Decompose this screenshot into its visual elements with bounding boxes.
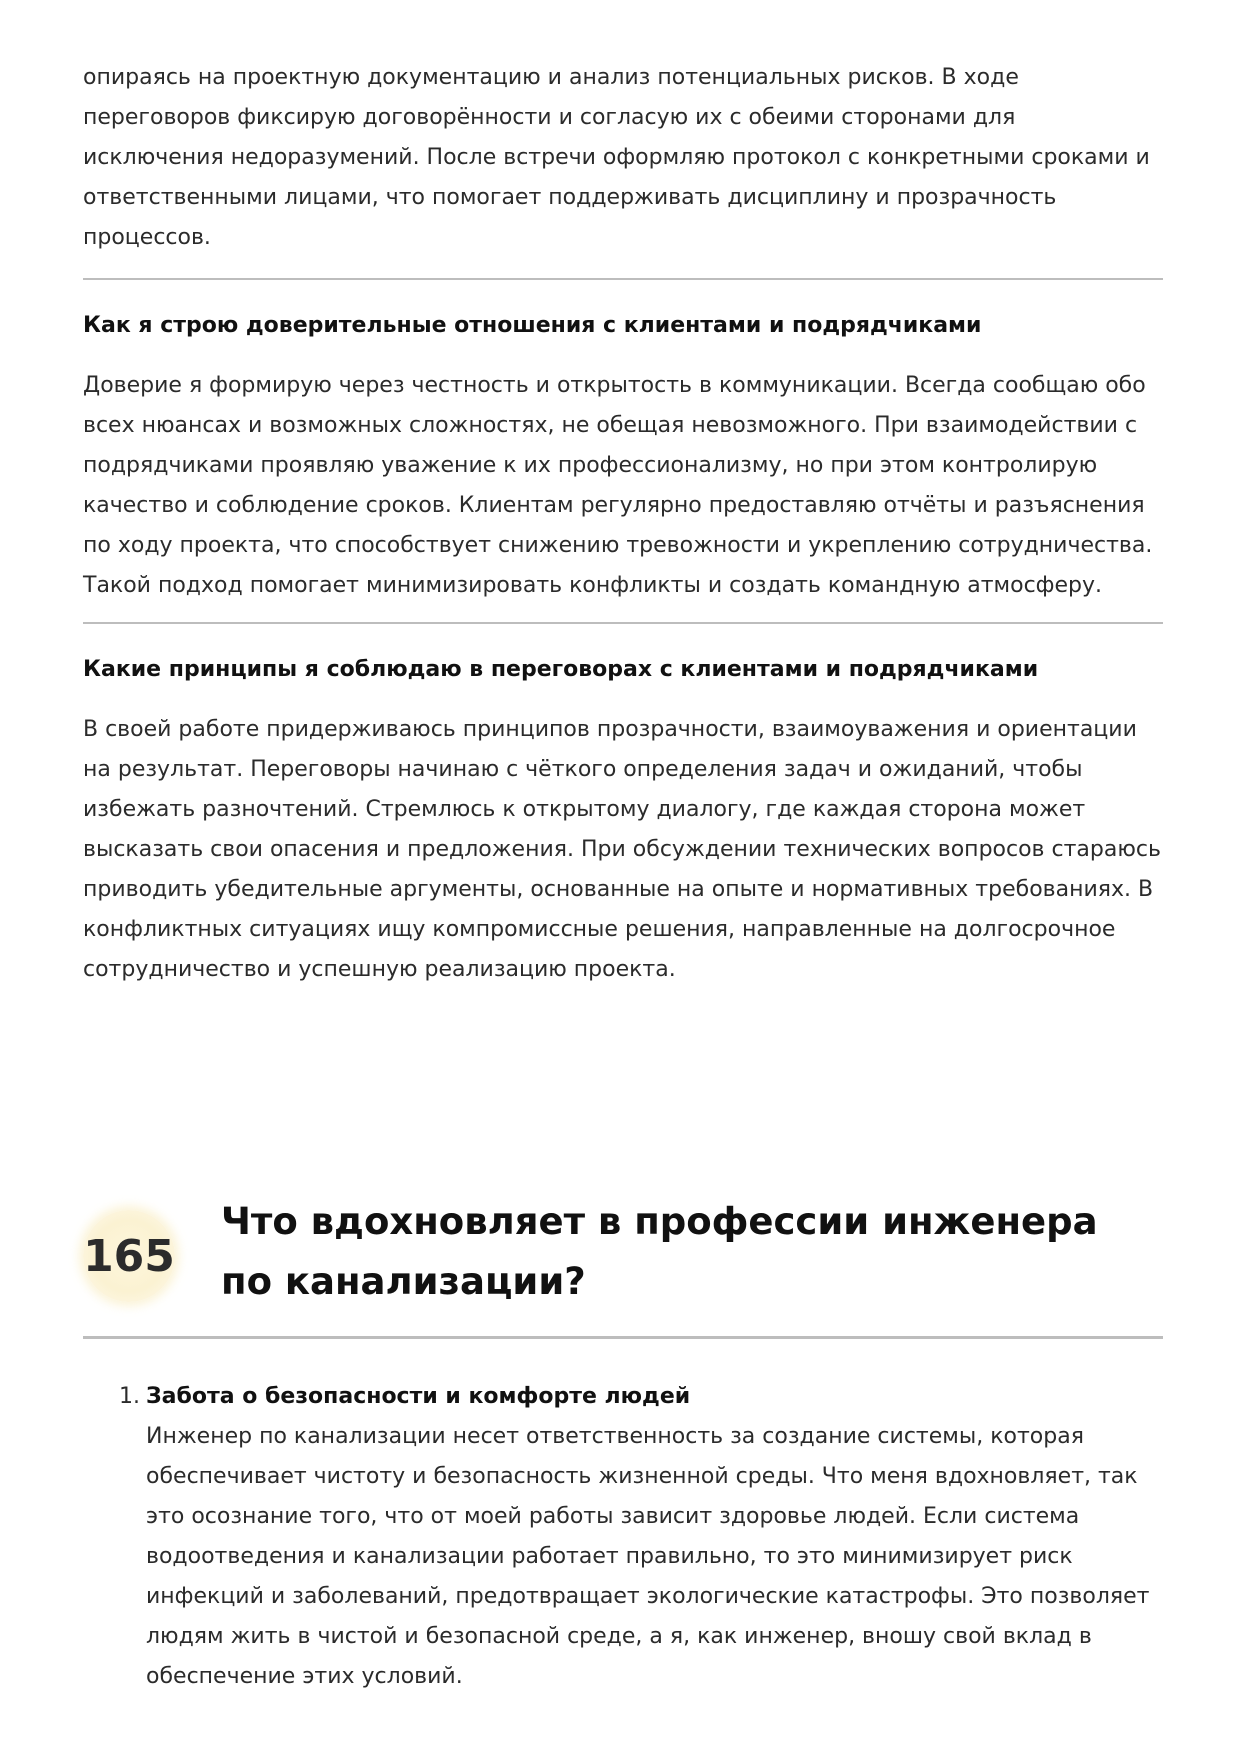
section-divider bbox=[83, 278, 1163, 280]
qa-section bbox=[83, 311, 1163, 606]
list-item-body: Инженер по канализации несет ответственность за создание системы, которая обеспечивает чистоту и безопасность жизненной среды. Что меня вдохновляет, так это осознание того, что от моей работы зависит здоровье людей. Если система водоотведения и канализации работает правильно, то это минимизирует риск инфекций и заболеваний, предотвращает экологические катастрофы. Это позволяет людям жить в чистой и безопасной среде, а я, как инженер, вношу свой вклад в обеспечение этих условий. bbox=[146, 1424, 1150, 1689]
answer-list bbox=[83, 1377, 1163, 1697]
chapter-divider bbox=[83, 1336, 1163, 1339]
chapter-block bbox=[83, 1192, 1163, 1697]
section-body: В своей работе придерживаюсь принципов прозрачности, взаимоуважения и ориентации на результат. Переговоры начинаю с чёткого определения задач и ожиданий, чтобы избежать разночтений. Стремлюсь к открытому диалогу, где каждая сторона может высказать свои опасения и предложения. При обсуждении технических вопросов стараюсь приводить убедительные аргументы, основанные на опыте и нормативных требованиях. В конфликтных ситуациях ищу компромиссные решения, направленные на долгосрочное сотрудничество и успешную реализацию проекта. bbox=[83, 717, 1161, 982]
document-page bbox=[83, 58, 1163, 990]
list-item bbox=[83, 1377, 1163, 1697]
section-divider bbox=[83, 622, 1163, 624]
section-body: Доверие я формирую через честность и открытость в коммуникации. Всегда сообщаю обо всех нюансах и возможных сложностях, не обещая невозможного. При взаимодействии с подрядчиками проявляю уважение к их профессионализму, но при этом контролирую качество и соблюдение сроков. Клиентам регулярно предоставляю отчёты и разъяснения по ходу проекта, что способствует снижению тревожности и укреплению сотрудничества. Такой подход помогает минимизировать конфликты и создать командную атмосферу. bbox=[83, 373, 1153, 598]
list-item-title: Забота о безопасности и комфорте людей bbox=[146, 1384, 691, 1409]
chapter-number-badge: 165 bbox=[83, 1210, 175, 1302]
chapter-header bbox=[83, 1192, 1163, 1316]
intro-paragraph: опираясь на проектную документацию и анализ потенциальных рисков. В ходе переговоров фиксирую договорённости и согласую их с обеими сторонами для исключения недоразумений. После встречи оформляю протокол с конкретными сроками и ответственными лицами, что помогает поддерживать дисциплину и прозрачность процессов. bbox=[83, 65, 1150, 250]
list-item-marker: 1. bbox=[119, 1384, 140, 1409]
section-heading: Как я строю доверительные отношения с клиентами и подрядчиками bbox=[83, 313, 982, 338]
section-heading: Какие принципы я соблюдаю в переговорах с клиентами и подрядчиками bbox=[83, 657, 1039, 682]
qa-section bbox=[83, 655, 1163, 990]
chapter-title: Что вдохновляет в профессии инженера по канализации? bbox=[221, 1200, 1098, 1303]
